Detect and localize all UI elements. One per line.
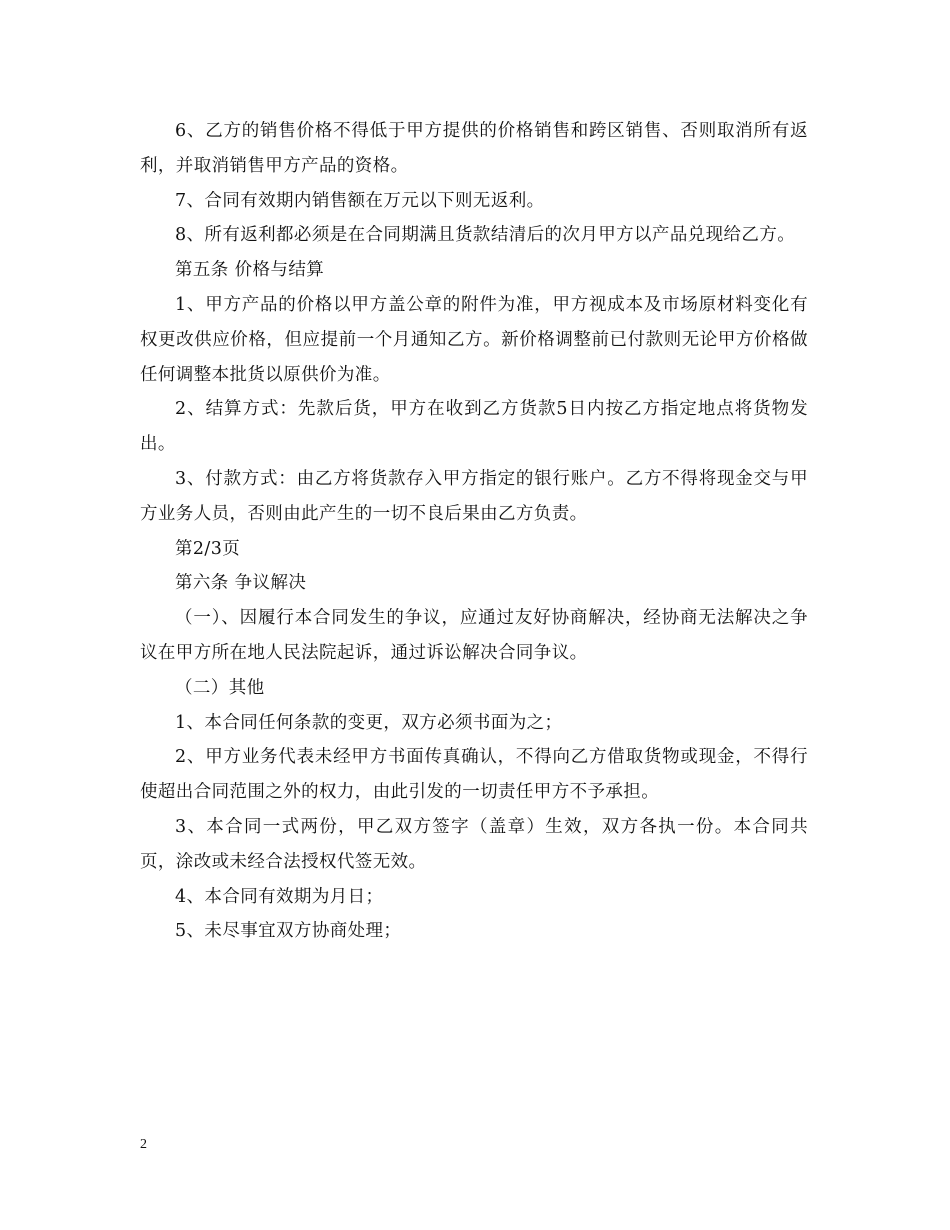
clause-paragraph: 3、付款方式：由乙方将货款存入甲方指定的银行账户。乙方不得将现金交与甲方业务人员，否则由此产生的一切不良后果由乙方负责。 <box>140 468 808 524</box>
clause-paragraph: 2、甲方业务代表未经甲方书面传真确认，不得向乙方借取货物或现金，不得行使超出合同范围之外的权力，由此引发的一切责任甲方不予承担。 <box>140 747 808 803</box>
clause-paragraph: （一）、因履行本合同发生的争议，应通过友好协商解决，经协商无法解决之争议在甲方所在地人民法院起诉，通过诉讼解决合同争议。 <box>140 608 808 663</box>
clause-paragraph: 1、甲方产品的价格以甲方盖公章的附件为准，甲方视成本及市场原材料变化有权更改供应价格，但应提前一个月通知乙方。新价格调整前已付款则无论甲方价格做任何调整本批货以原供价为准。 <box>140 294 808 385</box>
clause-paragraph: 1、本合同任何条款的变更，双方必须书面为之； <box>175 712 563 733</box>
clause-paragraph: 8、所有返利都必须是在合同期满且货款结清后的次月甲方以产品兑现给乙方。 <box>175 225 796 246</box>
clause-paragraph: 2、结算方式：先款后货，甲方在收到乙方货款5日内按乙方指定地点将货物发出。 <box>140 399 808 455</box>
clause-paragraph: 5、未尽事宜双方协商处理； <box>175 921 402 942</box>
subsection-heading-other: （二）其他 <box>175 677 265 698</box>
clause-paragraph: 3、本合同一式两份，甲乙双方签字（盖章）生效，双方各执一份。本合同共页，涂改或未经合法授权代签无效。 <box>140 816 808 872</box>
clause-paragraph: 6、乙方的销售价格不得低于甲方提供的价格销售和跨区销售、否则取消所有返利，并取消销售甲方产品的资格。 <box>140 121 808 176</box>
clause-paragraph: 7、合同有效期内销售额在万元以下则无返利。 <box>175 190 545 211</box>
page-number: 2 <box>140 1137 147 1152</box>
inline-page-marker: 第2/3页 <box>175 538 241 559</box>
section-heading-article-6: 第六条 争议解决 <box>175 573 307 594</box>
clause-paragraph: 4、本合同有效期为月日； <box>175 886 384 907</box>
document-body <box>140 114 808 949</box>
section-heading-article-5: 第五条 价格与结算 <box>175 260 325 281</box>
